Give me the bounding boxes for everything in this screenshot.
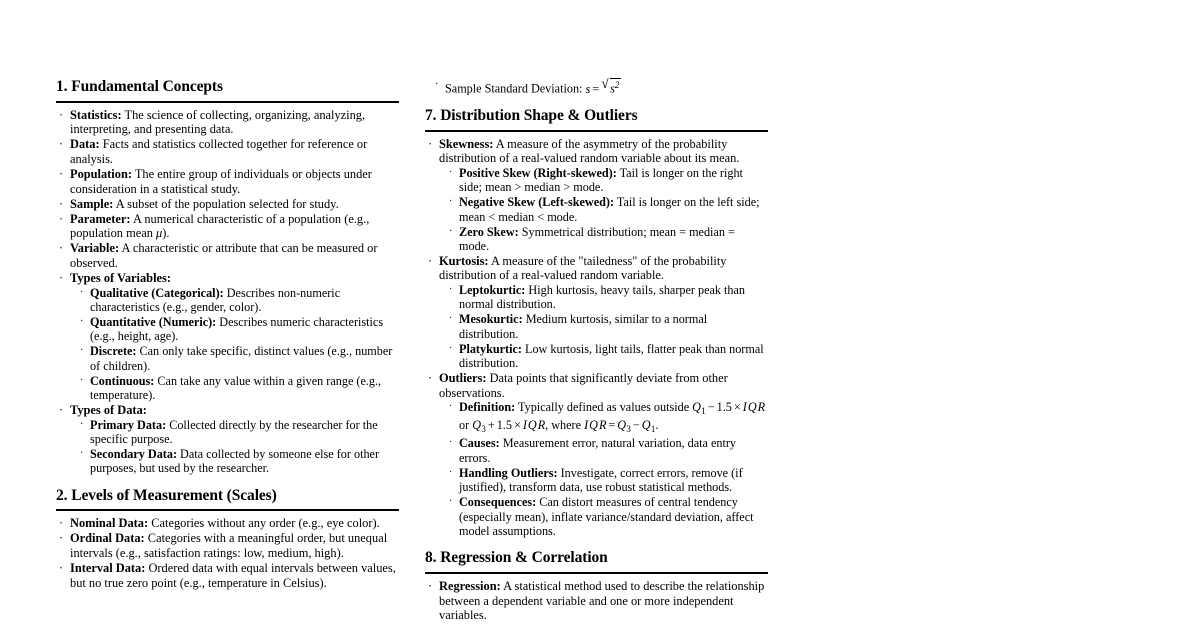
item-desc: Facts and statistics collected together for reference or analysis. bbox=[70, 137, 368, 166]
item-term: Interval Data: bbox=[70, 561, 146, 576]
list-item bbox=[56, 561, 399, 590]
sublist-item bbox=[76, 447, 399, 476]
concept-list bbox=[56, 108, 399, 476]
section-levels-of-measurement bbox=[56, 487, 399, 591]
item-term: Positive Skew (Right-skewed): bbox=[459, 165, 617, 180]
section-distribution-shape-outliers bbox=[425, 107, 768, 538]
right-column bbox=[425, 78, 768, 626]
item-term: Causes: bbox=[459, 436, 500, 451]
item-term: Sample: bbox=[70, 196, 114, 211]
list-item bbox=[425, 371, 768, 538]
item-term: Secondary Data: bbox=[90, 446, 177, 461]
item-term: Ordinal Data: bbox=[70, 531, 145, 546]
list-item bbox=[56, 137, 399, 166]
sublist-item bbox=[445, 342, 768, 371]
radicand-exponent: 2 bbox=[614, 80, 620, 90]
item-term: Data: bbox=[70, 137, 100, 152]
item-desc: Data collected by someone else for other purposes, but used by the researcher. bbox=[90, 446, 380, 476]
formula-conjunction: or bbox=[459, 418, 473, 433]
list-item bbox=[56, 167, 399, 196]
section-fundamental-concepts bbox=[56, 78, 399, 476]
sublist-item bbox=[76, 315, 399, 344]
sublist-item-sample-standard-deviation bbox=[431, 78, 768, 96]
sublist-item bbox=[445, 436, 768, 465]
item-desc: The entire group of individuals or objects under consideration in a statistical study. bbox=[70, 166, 372, 196]
bullet-icon: · bbox=[449, 496, 453, 508]
list-item bbox=[56, 241, 399, 270]
item-term: Primary Data: bbox=[90, 417, 167, 432]
bullet-icon: · bbox=[449, 342, 453, 354]
math-symbol-mu: μ bbox=[156, 226, 163, 241]
distribution-list bbox=[425, 137, 768, 539]
section-heading: 8. Regression & Correlation bbox=[425, 549, 608, 567]
item-desc: A statistical method used to describe the relationship between a dependent variable and one or more independent variables. bbox=[439, 578, 765, 623]
sublist-item bbox=[445, 225, 768, 254]
item-term: Outliers: bbox=[439, 370, 487, 385]
item-term: Skewness: bbox=[439, 136, 494, 151]
item-term: Definition: bbox=[459, 400, 516, 415]
sublist-item bbox=[76, 418, 399, 447]
item-term: Consequences: bbox=[459, 495, 537, 510]
bullet-icon: · bbox=[449, 225, 453, 237]
item-term: Continuous: bbox=[90, 373, 155, 388]
sublist-item bbox=[445, 466, 768, 495]
item-term: Leptokurtic: bbox=[459, 283, 526, 297]
item-desc: Low kurtosis, light tails, flatter peak than normal distribution. bbox=[459, 341, 764, 371]
list-item bbox=[56, 108, 399, 137]
item-desc: A numerical characteristic of a population (e.g., population mean bbox=[70, 211, 370, 241]
item-desc: Tail is longer on the left side; mean < median < mode. bbox=[459, 195, 760, 224]
formula-where: where bbox=[548, 418, 585, 433]
section-regression-correlation bbox=[425, 549, 768, 622]
radicand-base: s bbox=[610, 81, 615, 96]
item-term: Variable: bbox=[70, 241, 120, 256]
left-column bbox=[56, 78, 399, 626]
item-desc: Categories with a meaningful order, but unequal intervals (e.g., satisfaction ratings: low, medium, high). bbox=[70, 531, 388, 560]
sublist-outliers bbox=[445, 400, 768, 538]
section-heading: 7. Distribution Shape & Outliers bbox=[425, 107, 638, 125]
section-heading: 1. Fundamental Concepts bbox=[56, 78, 223, 95]
bullet-icon: · bbox=[59, 241, 64, 256]
sublist-skewness bbox=[445, 166, 768, 253]
list-item bbox=[425, 137, 768, 254]
item-desc: Data points that significantly deviate from other observations. bbox=[439, 370, 728, 400]
item-desc: A characteristic or attribute that can be measured or observed. bbox=[70, 241, 378, 271]
item-term: Zero Skew: bbox=[459, 224, 519, 239]
bullet-icon: · bbox=[449, 401, 453, 413]
bullet-icon: · bbox=[428, 370, 433, 385]
item-term: Handling Outliers: bbox=[459, 465, 558, 480]
bullet-icon: · bbox=[59, 402, 64, 417]
bullet-icon: · bbox=[80, 345, 84, 357]
item-term: Types of Data: bbox=[70, 402, 147, 417]
bullet-icon: · bbox=[449, 313, 453, 325]
formula-equals: = bbox=[592, 81, 600, 96]
formula-sample-standard-deviation bbox=[585, 82, 621, 96]
bullet-icon: · bbox=[59, 137, 64, 152]
item-term: Nominal Data: bbox=[70, 516, 149, 531]
item-term: Discrete: bbox=[90, 344, 137, 359]
formula-iqr-outlier-bounds: $Q_1 - 1.5 \times I$ Q R bbox=[692, 400, 766, 416]
bullet-icon: · bbox=[59, 107, 64, 122]
item-desc: A measure of the asymmetry of the probability distribution of a real-valued random variable about its mean. bbox=[439, 136, 740, 166]
item-desc: Describes numeric characteristics (e.g., height, age). bbox=[90, 315, 384, 344]
sublist-types-of-variables bbox=[76, 286, 399, 403]
formula-iqr-definition: I Q $R = Q_3 - Q_1$. bbox=[584, 418, 659, 434]
bullet-icon: · bbox=[59, 166, 64, 181]
item-desc: The science of collecting, organizing, analyzing, interpreting, and presenting data. bbox=[70, 107, 366, 137]
bullet-icon: · bbox=[80, 418, 84, 430]
item-desc: Describes non-numeric characteristics (e.g., gender, color). bbox=[90, 285, 341, 315]
sublist-item bbox=[445, 495, 768, 538]
list-item bbox=[56, 403, 399, 476]
sublist-item bbox=[76, 344, 399, 373]
item-desc: Investigate, correct errors, remove (if justified), transform data, use robust statistical methods. bbox=[459, 465, 743, 495]
heading-rule bbox=[425, 130, 768, 132]
bullet-icon: · bbox=[428, 136, 433, 151]
item-desc: A measure of the "tailedness" of the probability distribution of a real-valued random variable. bbox=[439, 253, 727, 283]
bullet-icon: · bbox=[80, 316, 84, 328]
regression-list bbox=[425, 579, 768, 623]
bullet-icon: · bbox=[80, 447, 84, 459]
list-item bbox=[425, 579, 768, 623]
bullet-icon: · bbox=[80, 374, 84, 386]
list-item bbox=[56, 212, 399, 241]
item-desc: Categories without any order (e.g., eye color). bbox=[148, 516, 380, 531]
item-desc: Collected directly by the researcher for the specific purpose. bbox=[90, 417, 378, 446]
two-column-layout bbox=[56, 78, 768, 626]
sublist-types-of-data bbox=[76, 418, 399, 476]
item-term: Mesokurtic: bbox=[459, 312, 523, 327]
bullet-icon: · bbox=[449, 196, 453, 208]
item-term: Quantitative (Numeric): bbox=[90, 315, 217, 330]
bullet-icon: · bbox=[59, 196, 64, 211]
item-desc: Tail is longer on the right side; mean > median > mode. bbox=[459, 165, 743, 195]
bullet-icon: · bbox=[59, 271, 64, 286]
item-term: Regression: bbox=[439, 578, 501, 593]
list-item bbox=[56, 271, 399, 402]
heading-rule bbox=[56, 101, 399, 103]
item-desc: Can distort measures of central tendency (especially mean), inflate variance/standard deviation, affect model assumptions. bbox=[459, 495, 754, 538]
item-desc: Medium kurtosis, similar to a normal distribution. bbox=[459, 312, 708, 341]
item-desc: Typically defined as values outside bbox=[515, 400, 693, 415]
list-item bbox=[56, 516, 399, 531]
item-label: Sample Standard Deviation: bbox=[445, 81, 583, 96]
item-term: Parameter: bbox=[70, 211, 131, 226]
item-term: Statistics: bbox=[70, 107, 122, 122]
item-desc: Ordered data with equal intervals between values, but no true zero point (e.g., temperature in Celsius). bbox=[70, 561, 396, 590]
bullet-icon: · bbox=[428, 253, 433, 268]
sublist-item bbox=[445, 312, 768, 341]
formula-iqr-upper-bound: $Q_3 + 1.5 \times I$ Q R, bbox=[472, 418, 549, 434]
item-desc: Can take any value within a given range (e.g., temperature). bbox=[90, 373, 382, 403]
bullet-icon: · bbox=[59, 531, 64, 546]
item-desc: Measurement error, natural variation, data entry errors. bbox=[459, 436, 737, 465]
bullet-icon: · bbox=[59, 516, 64, 531]
sublist-item bbox=[445, 195, 768, 224]
item-term: Population: bbox=[70, 166, 132, 181]
list-item bbox=[56, 531, 399, 560]
measurement-list bbox=[56, 516, 399, 590]
bullet-icon: · bbox=[59, 561, 64, 576]
item-desc-after: ). bbox=[162, 226, 170, 241]
heading-rule bbox=[425, 572, 768, 574]
list-item bbox=[425, 254, 768, 371]
item-desc: Can only take specific, distinct values (e.g., number of children). bbox=[90, 344, 393, 373]
radical-icon bbox=[601, 78, 621, 96]
item-desc: Symmetrical distribution; mean = median = mode. bbox=[459, 224, 735, 253]
bullet-icon: · bbox=[449, 166, 453, 178]
sublist-item bbox=[76, 374, 399, 403]
item-term: Qualitative (Categorical): bbox=[90, 285, 224, 300]
sublist-item-definition bbox=[445, 400, 768, 436]
heading-rule bbox=[56, 509, 399, 511]
item-term: Negative Skew (Left-skewed): bbox=[459, 195, 615, 210]
bullet-icon: · bbox=[80, 286, 84, 298]
item-term: Platykurtic: bbox=[459, 341, 522, 356]
item-term: Kurtosis: bbox=[439, 253, 489, 268]
section-heading: 2. Levels of Measurement (Scales) bbox=[56, 486, 277, 504]
sublist-kurtosis bbox=[445, 283, 768, 370]
bullet-icon: · bbox=[449, 437, 453, 449]
bullet-icon: · bbox=[449, 466, 453, 478]
item-term: Types of Variables: bbox=[70, 271, 171, 286]
bullet-icon: · bbox=[428, 578, 433, 593]
bullet-icon: · bbox=[449, 284, 453, 295]
list-item bbox=[56, 197, 399, 212]
sublist-item bbox=[76, 286, 399, 315]
item-desc: High kurtosis, heavy tails, sharper peak than normal distribution. bbox=[459, 283, 746, 312]
orphan-list-from-previous-section bbox=[431, 78, 768, 96]
bullet-icon: · bbox=[59, 211, 64, 226]
item-desc: A subset of the population selected for study. bbox=[113, 196, 339, 211]
sublist-item bbox=[445, 166, 768, 195]
sublist-item bbox=[445, 283, 768, 312]
bullet-icon: · bbox=[435, 79, 439, 90]
formula-lhs: s bbox=[585, 81, 591, 96]
radical-bar bbox=[610, 78, 622, 79]
